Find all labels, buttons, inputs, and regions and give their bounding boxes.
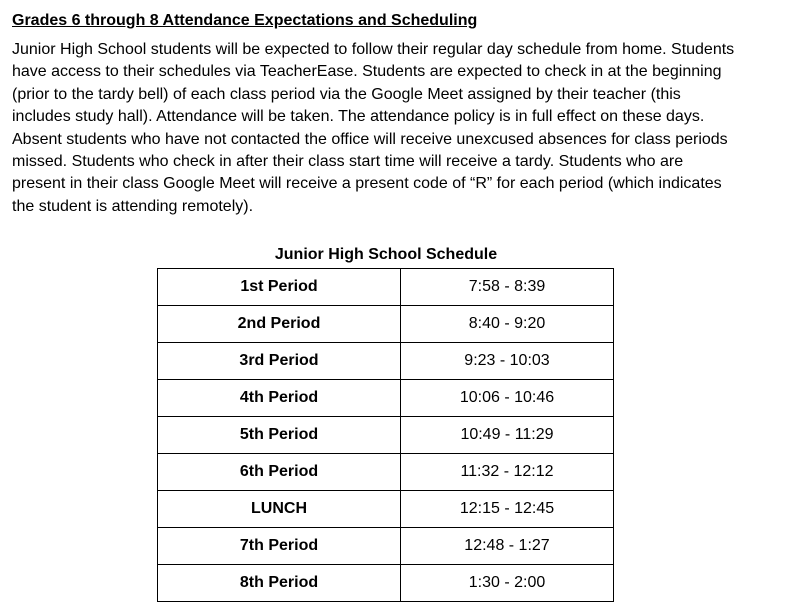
period-cell: 3rd Period (158, 343, 401, 380)
table-row (158, 380, 614, 417)
paragraph-line: have access to their schedules via TeacherEase. Students are expected to check in at the beginning (12, 63, 722, 81)
period-cell: 1st Period (158, 269, 401, 306)
paragraph-line: Absent students who have not contacted the office will receive unexcused absences for class periods (12, 130, 728, 148)
table-row (158, 565, 614, 602)
period-cell: 5th Period (158, 417, 401, 454)
time-cell: 9:23 - 10:03 (401, 343, 614, 380)
time-cell: 10:49 - 11:29 (401, 417, 614, 454)
time-cell: 12:15 - 12:45 (401, 491, 614, 528)
period-cell: 7th Period (158, 528, 401, 565)
paragraph-line: missed. Students who check in after their class start time will receive a tardy. Students who are (12, 153, 684, 171)
time-cell: 7:58 - 8:39 (401, 269, 614, 306)
time-cell: 1:30 - 2:00 (401, 565, 614, 602)
time-cell: 10:06 - 10:46 (401, 380, 614, 417)
paragraph-line: (prior to the tardy bell) of each class period via the Google Meet assigned by their teacher (this (12, 85, 681, 103)
attendance-paragraph (12, 39, 800, 218)
table-row (158, 269, 614, 306)
schedule-table (157, 268, 614, 602)
paragraph-line: Junior High School students will be expected to follow their regular day schedule from home. Students (12, 41, 735, 58)
time-cell: 12:48 - 1:27 (401, 528, 614, 565)
schedule-title: Junior High School Schedule (274, 246, 498, 263)
period-cell: 6th Period (158, 454, 401, 491)
table-row (158, 491, 614, 528)
table-row (158, 343, 614, 380)
paragraph-line: the student is attending remotely). (12, 197, 254, 215)
table-row (158, 528, 614, 565)
period-cell: 8th Period (158, 565, 401, 602)
period-cell: LUNCH (158, 491, 401, 528)
period-cell: 4th Period (158, 380, 401, 417)
table-row (158, 417, 614, 454)
time-cell: 11:32 - 12:12 (401, 454, 614, 491)
page-heading: Grades 6 through 8 Attendance Expectations and Scheduling (12, 12, 478, 29)
paragraph-line: present in their class Google Meet will receive a present code of “R” for each period (which indicates (12, 175, 722, 193)
paragraph-line: includes study hall). Attendance will be taken. The attendance policy is in full effect on these days. (12, 108, 705, 126)
table-row (158, 306, 614, 343)
time-cell: 8:40 - 9:20 (401, 306, 614, 343)
period-cell: 2nd Period (158, 306, 401, 343)
table-row (158, 454, 614, 491)
